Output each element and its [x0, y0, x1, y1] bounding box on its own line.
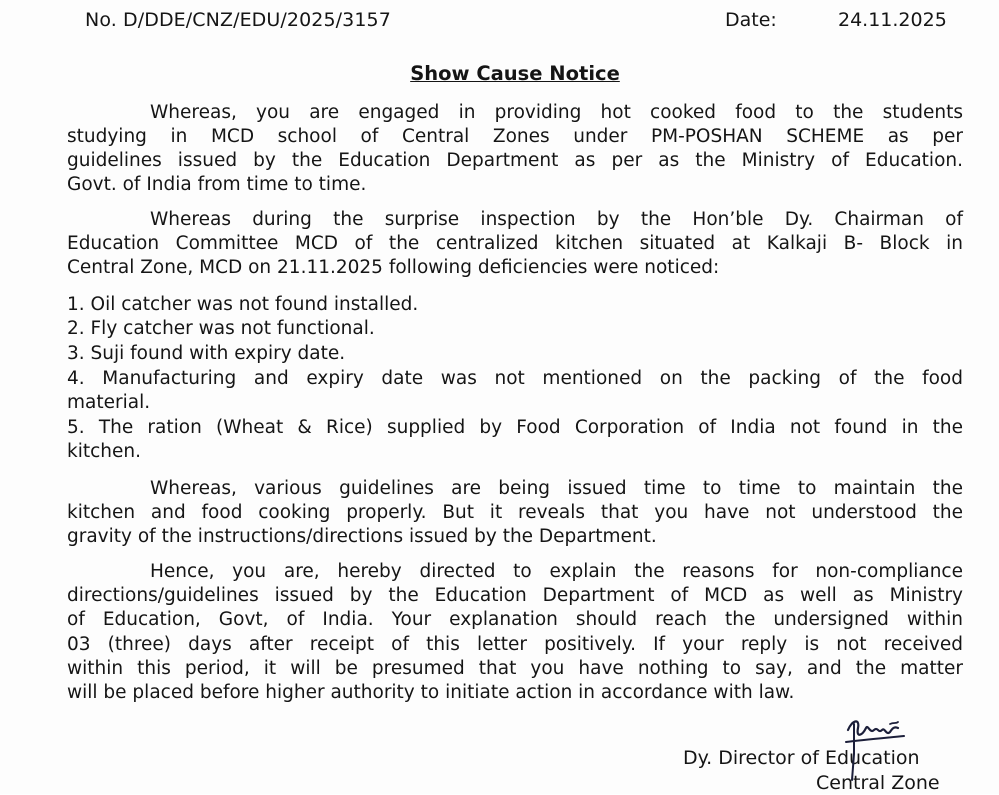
deficiency-item: 2. Fly catcher was not functional.: [67, 318, 375, 339]
paragraph-4-line: 03 (three) days after receipt of this letter positively. If your reply is not received: [67, 634, 963, 655]
paragraph-1-line: studying in MCD school of Central Zones under PM-POSHAN SCHEME as per: [67, 126, 963, 147]
paragraph-4-line: directions/guidelines issued by the Education Department of MCD as well as Ministry: [67, 585, 963, 606]
paragraph-3-line: gravity of the instructions/directions issued by the Department.: [67, 526, 657, 547]
paragraph-1-line: guidelines issued by the Education Department as per as the Ministry of Education.: [67, 150, 963, 171]
signatory-zone: Central Zone: [816, 772, 940, 794]
paragraph-4-line: within this period, it will be presumed that you have nothing to say, and the matter: [67, 658, 963, 679]
paragraph-1-line: Whereas, you are engaged in providing hot cooked food to the students: [150, 102, 963, 123]
deficiency-item: 4. Manufacturing and expiry date was not mentioned on the packing of the food: [67, 368, 963, 389]
deficiency-item-continued: material.: [67, 392, 151, 413]
deficiency-item-continued: kitchen.: [67, 441, 141, 462]
date-label: Date:: [725, 9, 777, 31]
deficiency-item: 3. Suji found with expiry date.: [67, 343, 346, 364]
deficiency-item: 5. The ration (Wheat & Rice) supplied by Food Corporation of India not found in the: [67, 417, 963, 438]
paragraph-4-line: Hence, you are, hereby directed to explain the reasons for non-compliance: [150, 561, 963, 582]
paragraph-2-line: Education Committee MCD of the centralized kitchen situated at Kalkaji B- Block in: [67, 233, 963, 254]
paragraph-2-line: Central Zone, MCD on 21.11.2025 following deficiencies were noticed:: [67, 257, 720, 278]
date-value: 24.11.2025: [838, 9, 947, 31]
notice-title: Show Cause Notice: [410, 62, 620, 85]
paragraph-2-line: Whereas during the surprise inspection by the Hon’ble Dy. Chairman of: [150, 209, 963, 230]
deficiency-item: 1. Oil catcher was not found installed.: [67, 294, 419, 315]
paragraph-3-line: kitchen and food cooking properly. But it reveals that you have not understood the: [67, 502, 963, 523]
paragraph-3-line: Whereas, various guidelines are being issued time to time to maintain the: [150, 478, 963, 499]
paragraph-4-line: of Education, Govt, of India. Your explanation should reach the undersigned within: [67, 609, 963, 630]
paragraph-4-line: will be placed before higher authority to initiate action in accordance with law.: [67, 682, 795, 703]
signatory-designation: Dy. Director of Education: [683, 747, 920, 769]
paragraph-1-line: Govt. of India from time to time.: [67, 174, 367, 195]
reference-number: No. D/DDE/CNZ/EDU/2025/3157: [85, 9, 391, 31]
handwritten-signature: [840, 714, 920, 794]
